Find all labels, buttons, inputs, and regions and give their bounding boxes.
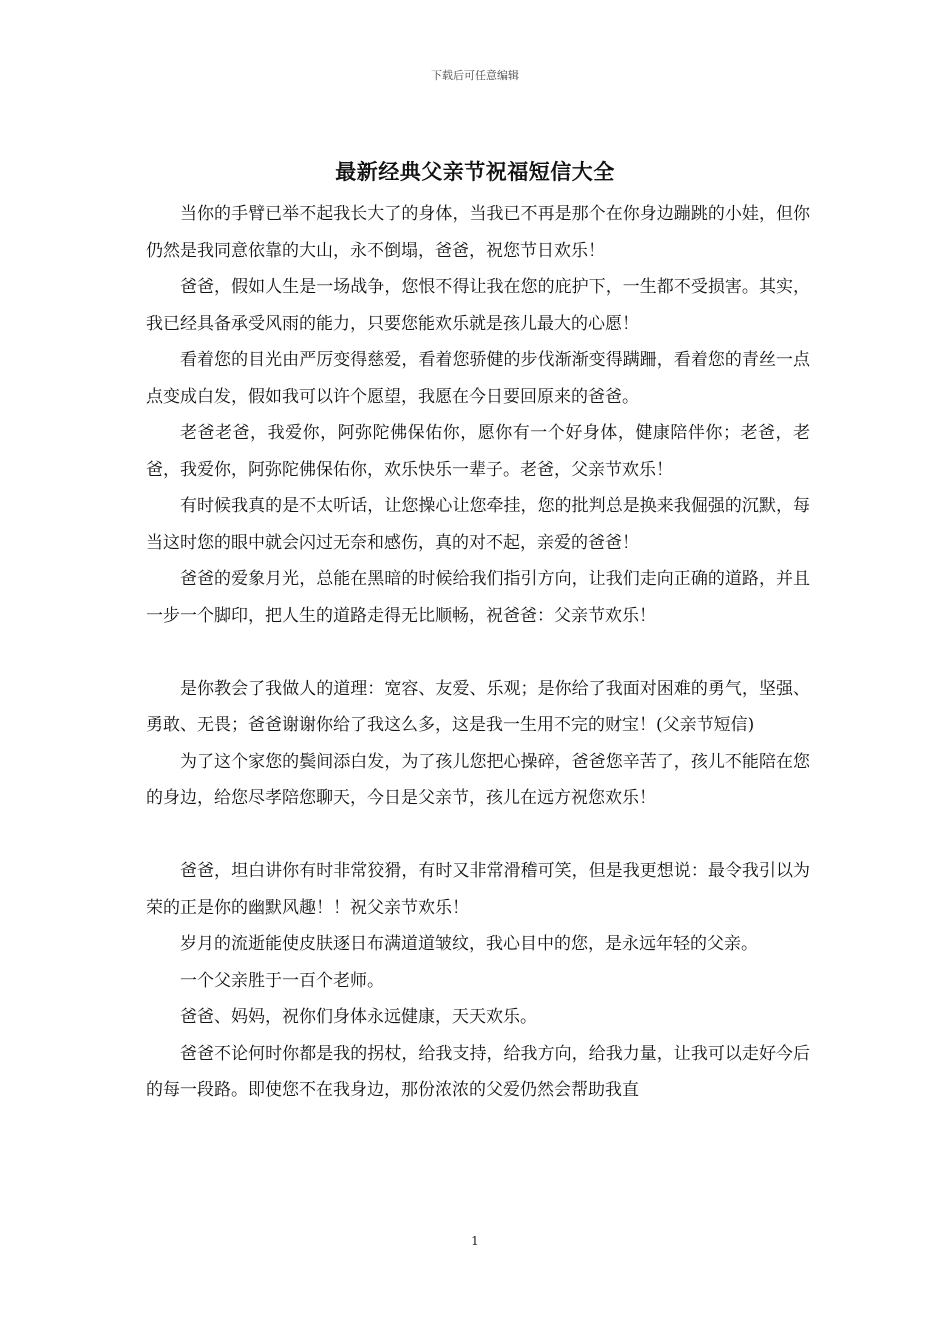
paragraph: 有时候我真的是不太听话，让您操心让您牵挂，您的批判总是换来我倔强的沉默，每当这时您的眼中就会闪过无奈和感伤，真的对不起，亲爱的爸爸！ bbox=[146, 496, 810, 553]
paragraph: 当你的手臂已举不起我长大了的身体，当我已不再是那个在你身边蹦跳的小娃，但你仍然是我同意依靠的大山，永不倒塌，爸爸，祝您节日欢乐！ bbox=[146, 204, 810, 261]
paragraph: 老爸老爸，我爱你，阿弥陀佛保佑你，愿你有一个好身体，健康陪伴你；老爸，老爸，我爱你，阿弥陀佛保佑你，欢乐快乐一辈子。老爸，父亲节欢乐！ bbox=[146, 423, 810, 480]
paragraph: 为了这个家您的鬓间添白发，为了孩儿您把心操碎，爸爸您辛苦了，孩儿不能陪在您的身边，给您尽孝陪您聊天，今日是父亲节，孩儿在远方祝您欢乐！ bbox=[146, 751, 810, 808]
document-title: 最新经典父亲节祝福短信大全 bbox=[335, 159, 615, 184]
paragraph-gap bbox=[146, 634, 810, 671]
paragraph: 爸爸，坦白讲你有时非常狡猾，有时又非常滑稽可笑，但是我更想说：最令我引以为荣的正是你的幽默风趣！！祝父亲节欢乐！ bbox=[146, 861, 810, 918]
paragraph-gap bbox=[146, 817, 810, 854]
paragraph: 爸爸不论何时你都是我的拐杖，给我支持，给我方向，给我力量，让我可以走好今后的每一段路。即使您不在我身边，那份浓浓的父爱仍然会帮助我直 bbox=[146, 1043, 810, 1100]
page-header: 下载后可任意编辑 bbox=[431, 69, 519, 82]
document-body bbox=[146, 196, 810, 1109]
page-number: 1 bbox=[471, 1234, 479, 1248]
paragraph: 爸爸、妈妈，祝你们身体永远健康，天天欢乐。 bbox=[180, 1007, 537, 1027]
paragraph: 看着您的目光由严厉变得慈爱，看着您骄健的步伐渐渐变得蹒跚，看着您的青丝一点点变成白发，假如我可以许个愿望，我愿在今日要回原来的爸爸。 bbox=[146, 350, 810, 407]
paragraph: 是你教会了我做人的道理：宽容、友爱、乐观；是你给了我面对困难的勇气，坚强、勇敢、无畏；爸爸谢谢你给了我这么多，这是我一生用不完的财宝！(父亲节短信) bbox=[146, 678, 810, 735]
paragraph: 爸爸，假如人生是一场战争，您恨不得让我在您的庇护下，一生都不受损害。其实，我已经具备承受风雨的能力，只要您能欢乐就是孩儿最大的心愿！ bbox=[146, 277, 810, 334]
paragraph: 一个父亲胜于一百个老师。 bbox=[180, 970, 384, 991]
paragraph: 岁月的流逝能使皮肤逐日布满道道皱纹，我心目中的您，是永远年轻的父亲。 bbox=[180, 934, 758, 954]
paragraph: 爸爸的爱象月光，总能在黑暗的时候给我们指引方向，让我们走向正确的道路，并且一步一个脚印，把人生的道路走得无比顺畅，祝爸爸：父亲节欢乐！ bbox=[146, 569, 810, 626]
